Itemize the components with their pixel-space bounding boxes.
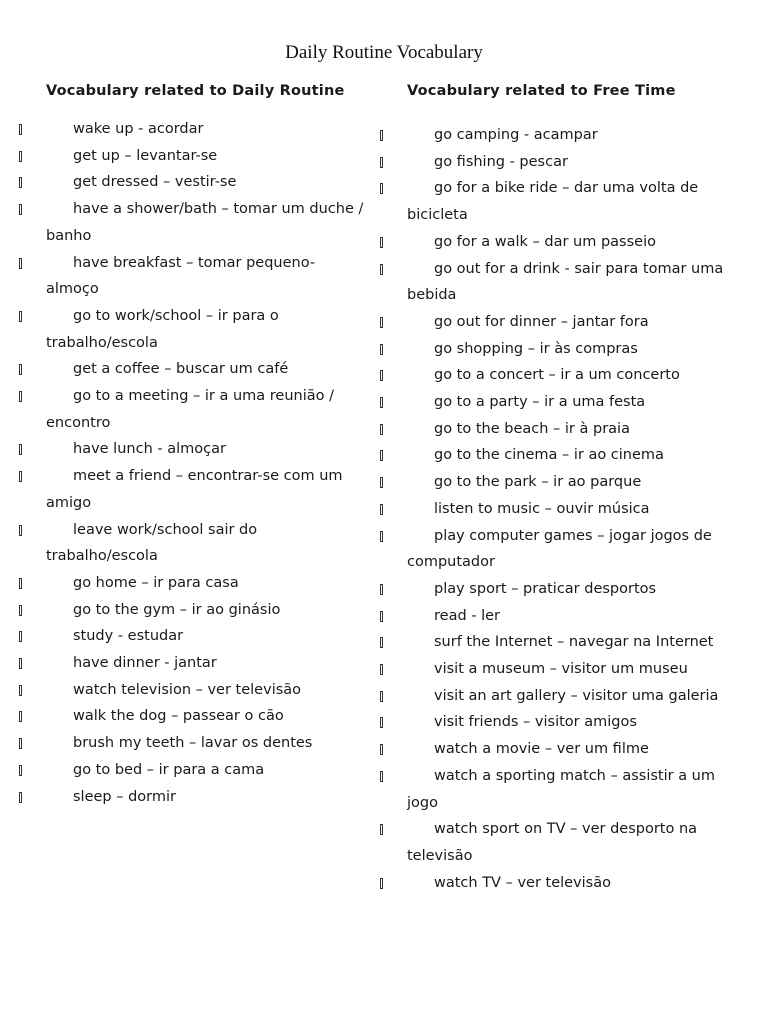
daily-routine-column	[46, 80, 366, 810]
free-time-heading: Vocabulary related to Free Time	[407, 83, 676, 99]
vocabulary-entry: get a coffee – buscar um café	[73, 361, 289, 378]
vocabulary-entry: go out for a drink - sair para tomar uma bebida	[407, 260, 724, 304]
bullet-icon	[19, 631, 22, 642]
vocabulary-entry: go to the beach – ir à praia	[434, 420, 630, 437]
bullet-icon	[380, 344, 383, 355]
vocabulary-entry: watch television – ver televisão	[73, 681, 302, 698]
vocabulary-entry: brush my teeth – lavar os dentes	[73, 735, 313, 752]
vocabulary-entry: go camping - acampar	[434, 127, 598, 143]
list-item	[46, 517, 366, 570]
bullet-icon	[19, 711, 22, 722]
vocabulary-entry: go out for dinner – jantar fora	[434, 313, 649, 330]
list-item	[46, 650, 366, 677]
vocabulary-entry: leave work/school sair do trabalho/escola	[46, 521, 258, 565]
bullet-icon	[19, 685, 22, 696]
bullet-icon	[380, 504, 383, 515]
list-item	[407, 122, 727, 149]
bullet-icon	[380, 637, 383, 648]
list-item	[46, 623, 366, 650]
bullet-icon	[19, 792, 22, 803]
bullet-icon	[19, 364, 22, 375]
bullet-icon	[19, 258, 22, 269]
list-item	[407, 336, 727, 363]
bullet-icon	[19, 444, 22, 455]
vocabulary-entry: visit friends – visitor amigos	[434, 714, 637, 731]
list-item	[407, 870, 727, 897]
list-item	[407, 763, 727, 816]
bullet-icon	[380, 370, 383, 381]
list-item	[46, 463, 366, 516]
bullet-icon	[380, 611, 383, 622]
list-item	[407, 175, 727, 228]
bullet-icon	[380, 744, 383, 755]
list-item	[46, 730, 366, 757]
list-item	[407, 309, 727, 336]
vocabulary-entry: go to bed – ir para a cama	[73, 761, 265, 778]
list-item	[46, 677, 366, 704]
list-item	[407, 523, 727, 576]
bullet-icon	[380, 183, 383, 194]
list-item	[407, 656, 727, 683]
vocabulary-entry: go for a bike ride – dar uma volta de bicicleta	[407, 180, 699, 224]
bullet-icon	[380, 237, 383, 248]
vocabulary-entry: read - ler	[434, 607, 501, 624]
vocabulary-entry: go to a concert – ir a um concerto	[434, 367, 680, 384]
list-item	[407, 149, 727, 176]
bullet-icon	[19, 578, 22, 589]
bullet-icon	[380, 157, 383, 168]
vocabulary-entry: go fishing - pescar	[434, 153, 568, 170]
list-item	[407, 683, 727, 710]
free-time-column	[407, 80, 727, 896]
vocabulary-entry: visit an art gallery – visitor uma galeria	[434, 687, 719, 704]
list-item	[407, 389, 727, 416]
list-item	[46, 757, 366, 784]
bullet-icon	[19, 765, 22, 776]
page-title: Daily Routine Vocabulary	[285, 42, 483, 63]
list-item	[407, 709, 727, 736]
vocabulary-entry: go to a party – ir a uma festa	[434, 394, 646, 411]
bullet-icon	[380, 664, 383, 675]
vocabulary-entry: watch a movie – ver um filme	[434, 741, 649, 758]
list-item	[407, 629, 727, 656]
bullet-icon	[19, 605, 22, 616]
list-item	[407, 736, 727, 763]
bullet-icon	[19, 151, 22, 162]
bullet-icon	[380, 450, 383, 461]
vocabulary-entry: surf the Internet – navegar na Internet	[434, 634, 714, 651]
vocabulary-entry: meet a friend – encontrar-se com um amigo	[46, 468, 343, 511]
bullet-icon	[19, 471, 22, 482]
list-item	[46, 703, 366, 730]
bullet-icon	[380, 531, 383, 542]
list-item	[407, 576, 727, 603]
daily-routine-list	[46, 116, 366, 810]
bullet-icon	[380, 264, 383, 275]
bullet-icon	[19, 738, 22, 749]
list-item	[46, 570, 366, 597]
vocabulary-entry: listen to music – ouvir música	[434, 500, 650, 517]
list-item	[46, 383, 366, 436]
list-item	[407, 229, 727, 256]
list-item	[407, 603, 727, 630]
bullet-icon	[380, 824, 383, 835]
list-item	[46, 116, 366, 143]
vocabulary-entry: watch sport on TV – ver desporto na televisão	[407, 821, 698, 864]
vocabulary-entry: sleep – dormir	[73, 788, 176, 805]
free-time-list	[407, 122, 727, 896]
vocabulary-entry: go to the cinema – ir ao cinema	[434, 447, 664, 464]
vocabulary-entry: go for a walk – dar um passeio	[434, 233, 656, 250]
bullet-icon	[19, 311, 22, 322]
vocabulary-entry: have breakfast – tomar pequeno-almoço	[46, 254, 316, 298]
vocabulary-entry: go to a meeting – ir a uma reunião / encontro	[46, 388, 335, 431]
list-item	[46, 143, 366, 170]
vocabulary-entry: go home – ir para casa	[73, 574, 239, 591]
vocabulary-entry: get dressed – vestir-se	[73, 174, 237, 191]
bullet-icon	[380, 878, 383, 889]
vocabulary-entry: go to work/school – ir para o trabalho/escola	[46, 307, 279, 351]
list-item	[46, 169, 366, 196]
vocabulary-entry: get up – levantar-se	[73, 147, 218, 164]
list-item	[46, 784, 366, 811]
bullet-icon	[19, 525, 22, 536]
bullet-icon	[380, 717, 383, 728]
bullet-icon	[19, 124, 22, 135]
vocabulary-entry: watch TV – ver televisão	[434, 874, 611, 891]
bullet-icon	[380, 691, 383, 702]
vocabulary-entry: study - estudar	[73, 628, 184, 645]
vocabulary-entry: walk the dog – passear o cão	[73, 708, 284, 725]
bullet-icon	[19, 204, 22, 215]
bullet-icon	[380, 130, 383, 141]
bullet-icon	[380, 771, 383, 782]
daily-routine-heading: Vocabulary related to Daily Routine	[46, 83, 345, 99]
bullet-icon	[19, 658, 22, 669]
vocabulary-entry: play sport – praticar desportos	[434, 580, 657, 597]
bullet-icon	[380, 477, 383, 488]
list-item	[407, 256, 727, 309]
bullet-icon	[380, 317, 383, 328]
vocabulary-entry: play computer games – jogar jogos de computador	[407, 527, 712, 571]
vocabulary-entry: have dinner - jantar	[73, 655, 217, 672]
vocabulary-entry: have lunch - almoçar	[73, 441, 226, 458]
list-item	[407, 496, 727, 523]
list-item	[407, 469, 727, 496]
bullet-icon	[380, 584, 383, 595]
vocabulary-entry: go to the gym – ir ao ginásio	[73, 601, 281, 618]
bullet-icon	[19, 391, 22, 402]
vocabulary-entry: wake up - acordar	[73, 121, 204, 137]
list-item	[407, 362, 727, 389]
vocabulary-entry: watch a sporting match – assistir a um jogo	[407, 767, 716, 811]
list-item	[46, 356, 366, 383]
list-item	[46, 436, 366, 463]
vocabulary-entry: go to the park – ir ao parque	[434, 474, 642, 491]
list-item	[46, 250, 366, 303]
list-item	[407, 416, 727, 443]
list-item	[407, 816, 727, 869]
bullet-icon	[380, 424, 383, 435]
list-item	[46, 196, 366, 249]
vocabulary-entry: have a shower/bath – tomar um duche / banho	[46, 201, 364, 244]
bullet-icon	[380, 397, 383, 408]
vocabulary-entry: visit a museum – visitor um museu	[434, 661, 688, 678]
list-item	[407, 442, 727, 469]
list-item	[46, 597, 366, 624]
list-item	[46, 303, 366, 356]
vocabulary-entry: go shopping – ir às compras	[434, 340, 638, 357]
bullet-icon	[19, 177, 22, 188]
